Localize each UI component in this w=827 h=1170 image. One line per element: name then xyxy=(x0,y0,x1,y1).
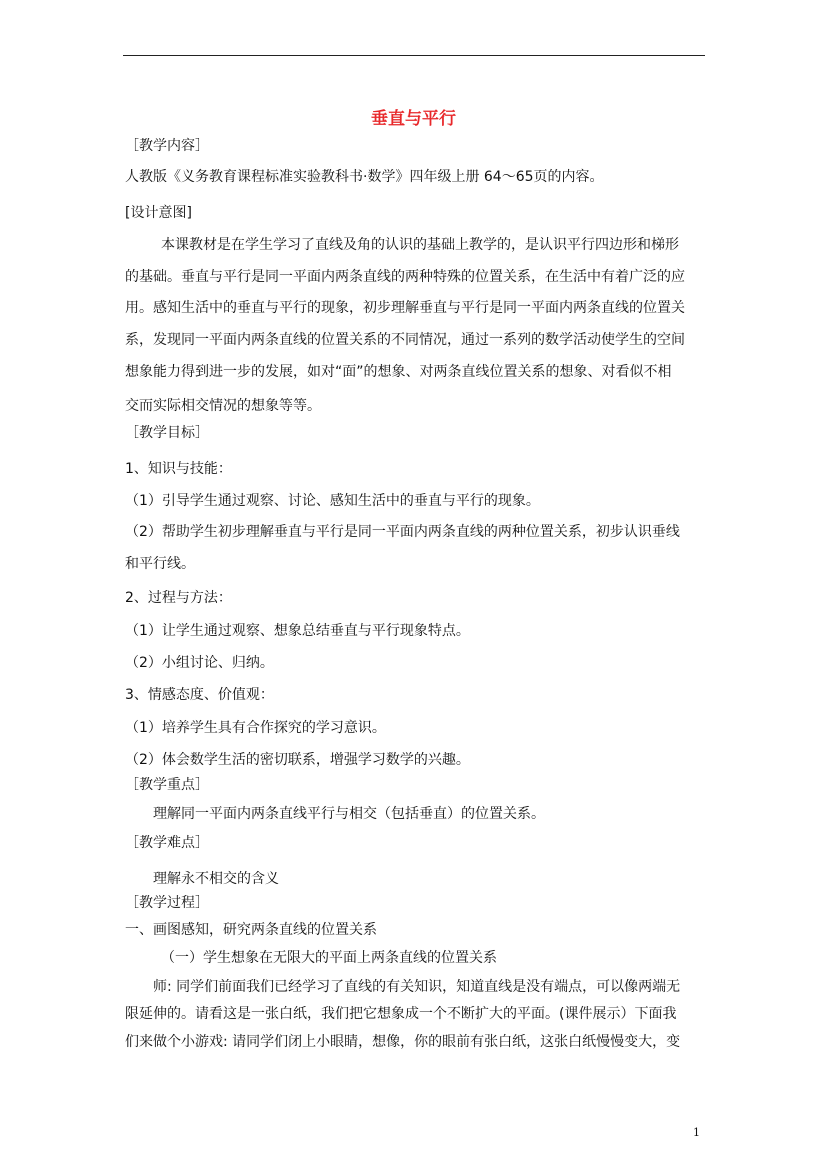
paragraph-line: 们来做个小游戏: 请同学们闭上小眼睛，想像，你的眼前有张白纸，这张白纸慢慢变大，变 xyxy=(125,1034,681,1050)
paragraph-line: 本课教材是在学生学习了直线及角的认识的基础上教学的，是认识平行四边形和梯形 xyxy=(161,237,679,253)
section-heading-key-point: ［教学重点］ xyxy=(125,777,209,793)
paragraph-line: 人教版《义务教育课程标准实验教科书·数学》四年级上册 64～65页的内容。 xyxy=(125,169,604,185)
paragraph-line: 理解永不相交的含义 xyxy=(153,871,279,887)
paragraph-line: 用。感知生活中的垂直与平行的现象，初步理解垂直与平行是同一平面内两条直线的位置关 xyxy=(125,300,685,316)
paragraph-line: 系，发现同一平面内两条直线的位置关系的不同情况，通过一系列的数学活动使学生的空间 xyxy=(125,332,685,348)
section-heading-design: [设计意图] xyxy=(125,205,192,221)
list-item: （2）小组讨论、归纳。 xyxy=(125,655,274,671)
section-heading-difficulty: ［教学难点］ xyxy=(125,835,209,851)
list-item: （1）培养学生具有合作探究的学习意识。 xyxy=(125,720,386,736)
list-item: （1）引导学生通过观察、讨论、感知生活中的垂直与平行的现象。 xyxy=(125,493,540,509)
list-heading: 1、知识与技能： xyxy=(125,461,232,477)
list-item: （2）体会数学生活的密切联系，增强学习数学的兴趣。 xyxy=(125,752,470,768)
list-item: （2）帮助学生初步理解垂直与平行是同一平面内两条直线的两种位置关系，初步认识垂线 xyxy=(125,524,680,540)
section-heading-goals: ［教学目标］ xyxy=(125,425,209,441)
section-heading-process: ［教学过程］ xyxy=(125,895,209,911)
section-heading-content: ［教学内容］ xyxy=(125,138,209,154)
page-number: 1 xyxy=(693,1126,700,1139)
header-rule xyxy=(123,55,705,56)
paragraph-line: 理解同一平面内两条直线平行与相交（包括垂直）的位置关系。 xyxy=(153,806,545,822)
list-heading: 3、情感态度、价值观： xyxy=(125,687,274,703)
paragraph-line: 交而实际相交情况的想象等等。 xyxy=(125,398,321,414)
subsection-heading: （一）学生想象在无限大的平面上两条直线的位置关系 xyxy=(161,950,497,966)
subsection-heading: 一、画图感知，研究两条直线的位置关系 xyxy=(125,922,377,938)
paragraph-line: 师: 同学们前面我们已经学习了直线的有关知识，知道直线是没有端点，可以像两端无 xyxy=(153,979,681,995)
paragraph-line: 限延伸的。请看这是一张白纸，我们把它想象成一个不断扩大的平面。(课件展示）下面我 xyxy=(125,1006,677,1022)
list-item: （1）让学生通过观察、想象总结垂直与平行现象特点。 xyxy=(125,623,470,639)
list-item-continuation: 和平行线。 xyxy=(125,556,195,572)
list-heading: 2、过程与方法： xyxy=(125,590,232,606)
document-title: 垂直与平行 xyxy=(371,109,456,129)
paragraph-line: 的基础。垂直与平行是同一平面内两条直线的两种特殊的位置关系，在生活中有着广泛的应 xyxy=(125,269,685,285)
paragraph-line: 想象能力得到进一步的发展，如对“面”的想象、对两条直线位置关系的想象、对看似不相 xyxy=(125,364,672,380)
